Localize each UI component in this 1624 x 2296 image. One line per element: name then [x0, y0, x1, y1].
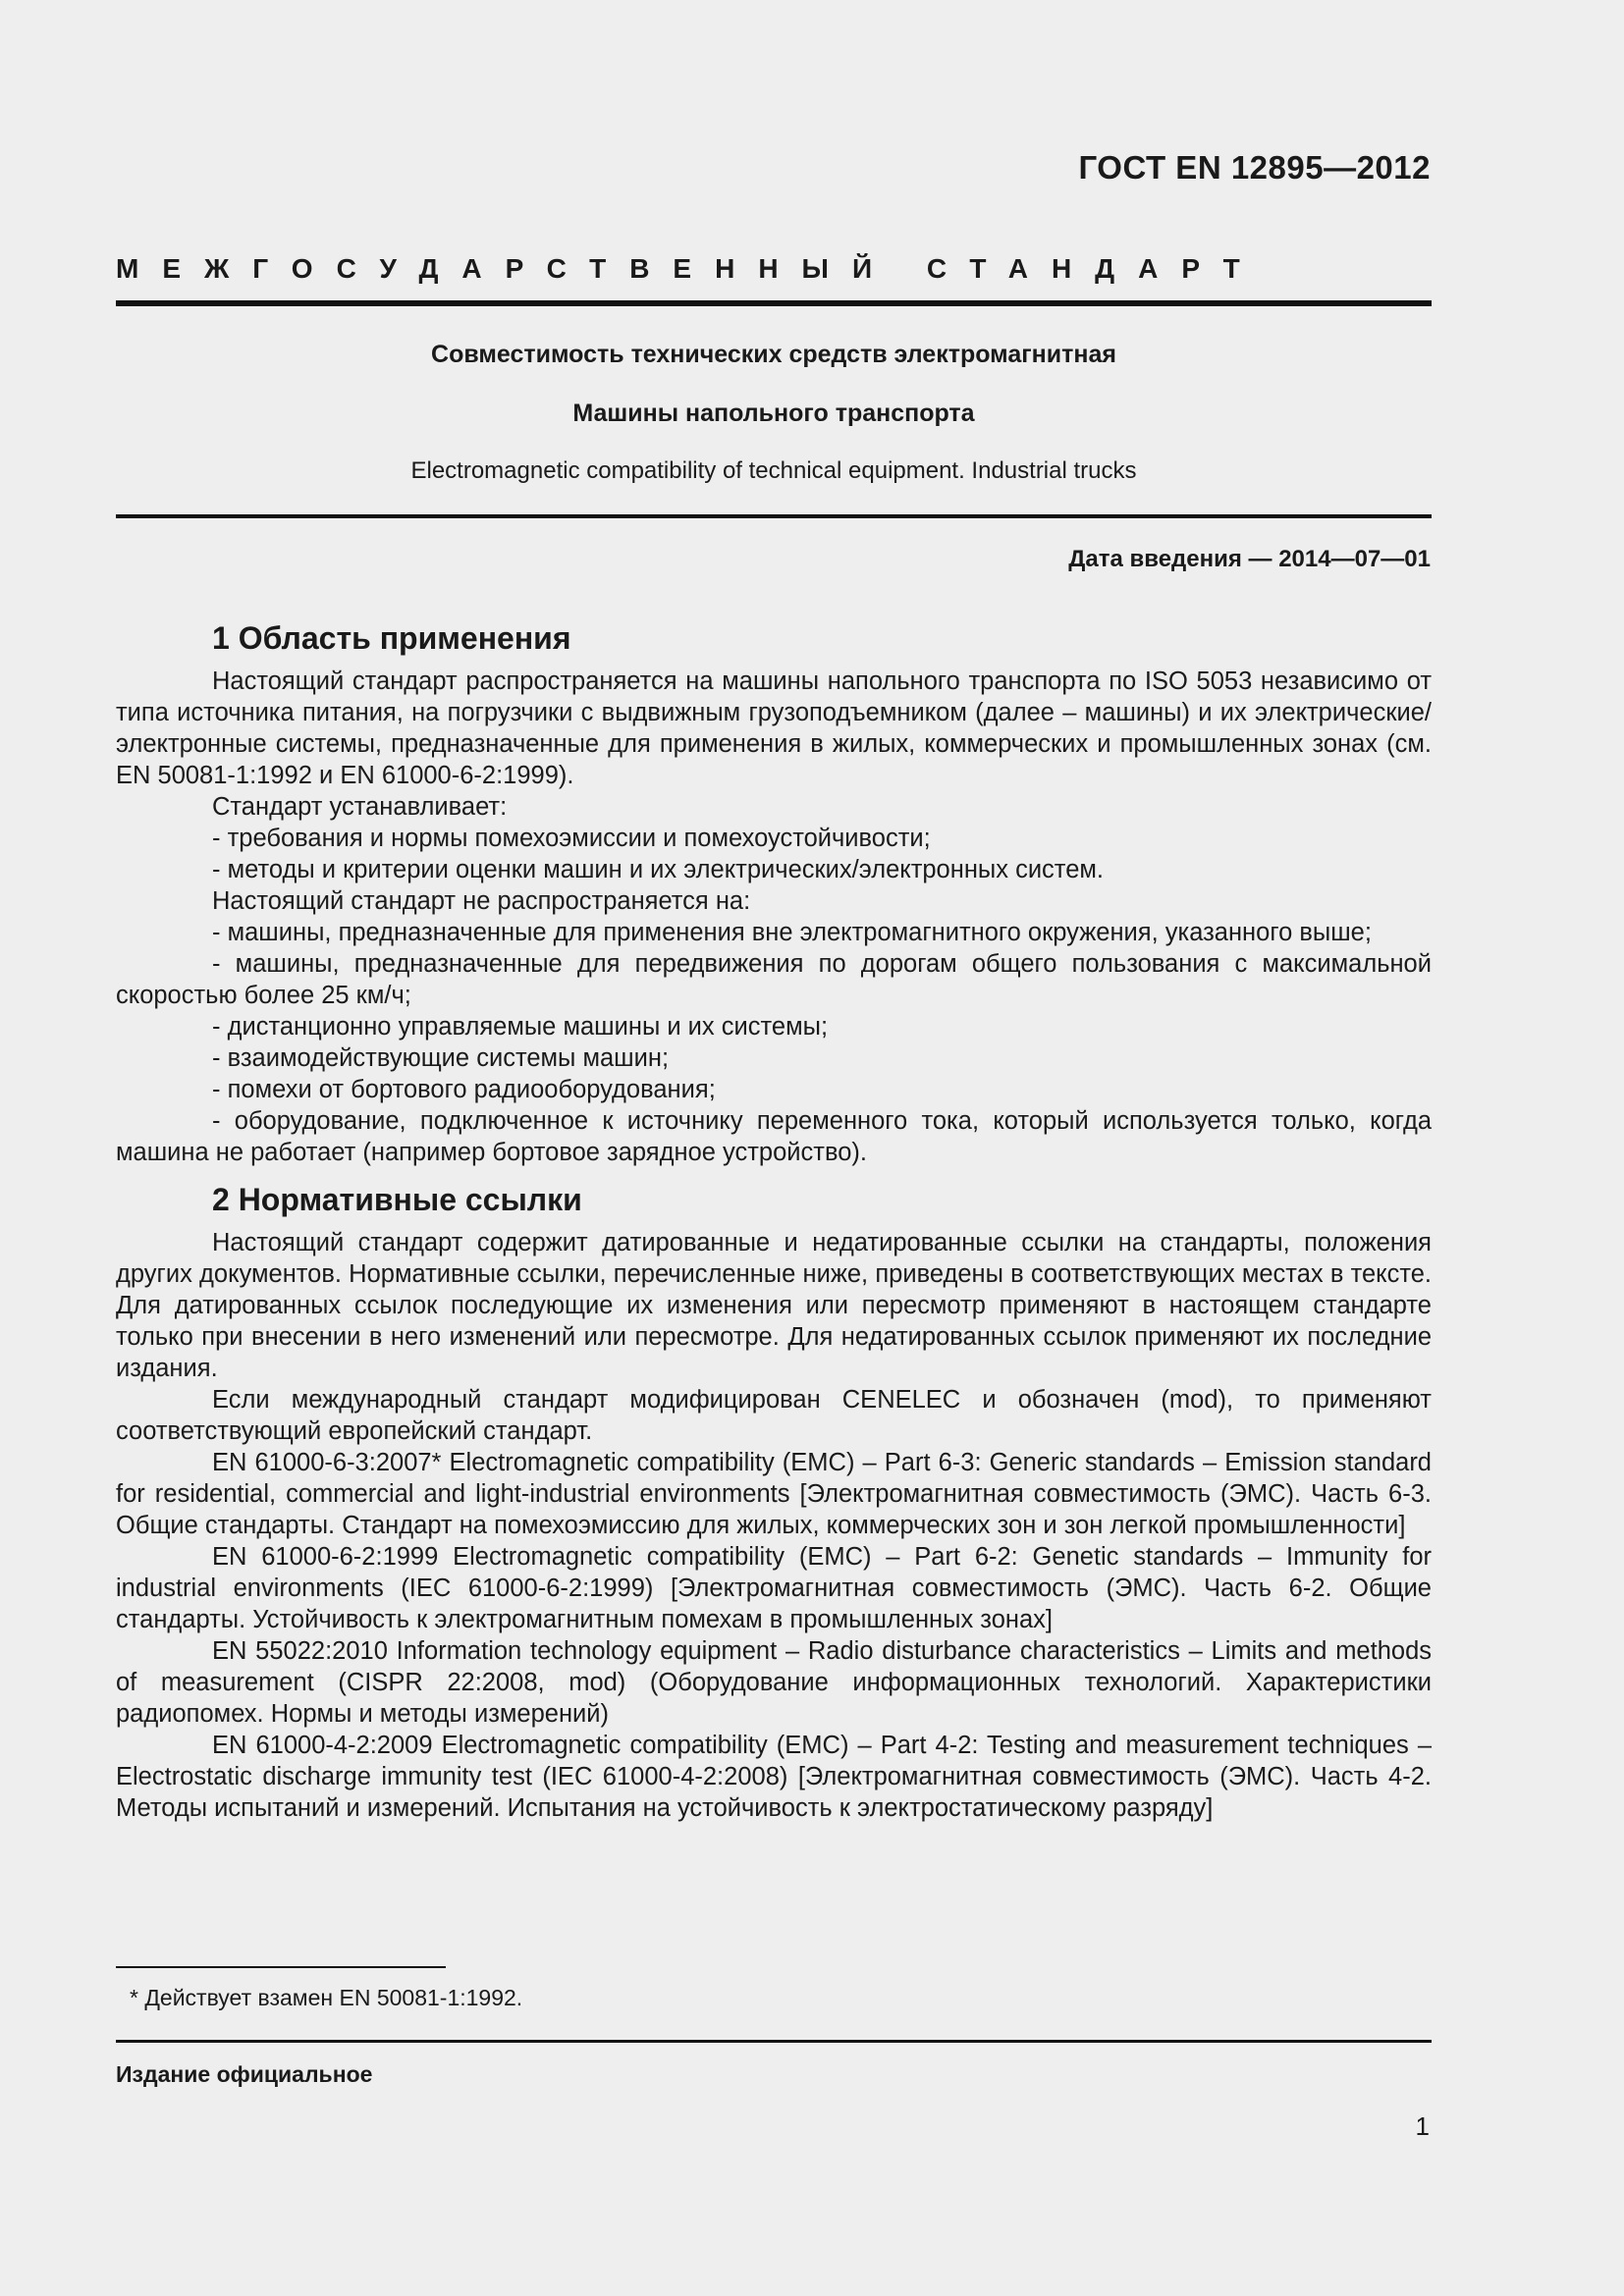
title-rule	[116, 514, 1432, 518]
section1-paragraph: - машины, предназначенные для передвижения по дорогам общего пользования с максимальной скоростью более 25 км/ч;	[116, 950, 1432, 1009]
section2-paragraph: EN 61000-4-2:2009 Electromagnetic compatibility (EMC) – Part 4-2: Testing and measurement techniques – Electrostatic discharge immunity test (IEC 61000-4-2:2008) [Электромагнитная совместимость (ЭМС). Часть 4-2. Методы испытаний и измерений. Испытания на устойчивость к электростатическому разряду]	[116, 1732, 1432, 1822]
section2-paragraph: EN 55022:2010 Information technology equipment – Radio disturbance characteristics – Limits and methods of measurement (CISPR 22:2008, mod) (Оборудование информационных технологий. Характеристики радиопомех. Нормы и методы измерений)	[116, 1637, 1432, 1728]
section1-paragraph: - машины, предназначенные для применения вне электромагнитного окружения, указанного выше;	[212, 919, 1372, 946]
title-block	[116, 338, 1432, 487]
section1-paragraph: - требования и нормы помехоэмиссии и помехоустойчивости;	[212, 825, 931, 852]
header-rule	[116, 300, 1432, 306]
section1-paragraph: - помехи от бортового радиооборудования;	[212, 1076, 716, 1103]
footnote-rule	[116, 1966, 446, 1968]
title-english: Electromagnetic compatibility of technical equipment. Industrial trucks	[410, 457, 1137, 484]
section2-paragraph: Если международный стандарт модифицирован CENELEC и обозначен (mod), то применяют соответствующий европейский стандарт.	[116, 1386, 1432, 1445]
edition-label: Издание официальное	[116, 2061, 373, 2087]
section1-paragraph: - оборудование, подключенное к источнику переменного тока, который используется только, когда машина не работает (например бортовое зарядное устройство).	[116, 1107, 1432, 1166]
document-body	[116, 616, 1432, 1824]
section1-paragraph: Стандарт устанавливает:	[212, 793, 508, 821]
section2-heading: 2 Нормативные ссылки	[212, 1182, 582, 1217]
section1-heading: 1 Область применения	[212, 620, 571, 656]
footnote: * Действует взамен EN 50081-1:1992.	[130, 1985, 523, 2010]
standard-type-heading: МЕЖГОСУДАРСТВЕННЫЙ СТАНДАРТ	[116, 253, 1264, 284]
doc-number: ГОСТ EN 12895—2012	[1078, 149, 1431, 186]
title-line2: Машины напольного транспорта	[572, 400, 975, 427]
section2-paragraph: Настоящий стандарт содержит датированные и недатированные ссылки на стандарты, положения других документов. Нормативные ссылки, перечисленные ниже, приведены в соответствующих местах в тексте. Для датированных ссылок последующие их изменения или пересмотр применяют в настоящем стандарте только при внесении в него изменений или пересмотре. Для недатированных ссылок применяют их последние издания.	[116, 1229, 1432, 1382]
section1-paragraph: Настоящий стандарт не распространяется на:	[212, 887, 751, 915]
footer-rule	[116, 2040, 1432, 2043]
title-line1: Совместимость технических средств электромагнитная	[431, 341, 1116, 368]
section2-paragraph: EN 61000-6-2:1999 Electromagnetic compatibility (EMC) – Part 6-2: Genetic standards – Immunity for industrial environments (IEC 61000-6-2:1999) [Электромагнитная совместимость (ЭМС). Часть 6-2. Общие стандарты. Устойчивость к электромагнитным помехам в промышленных зонах]	[116, 1543, 1432, 1633]
page-number: 1	[1415, 2111, 1430, 2141]
section1-paragraph: - методы и критерии оценки машин и их электрических/электронных систем.	[212, 856, 1105, 883]
section2-paragraph: EN 61000-6-3:2007* Electromagnetic compatibility (EMC) – Part 6-3: Generic standards – Emission standard for residential, commercial and light-industrial environments [Электромагнитная совместимость (ЭМС). Часть 6-3. Общие стандарты. Стандарт на помехоэмиссию для жилых, коммерческих зон и зон легкой промышленности]	[116, 1449, 1432, 1539]
section1-paragraph: - взаимодействующие системы машин;	[212, 1044, 670, 1072]
section1-paragraph: Настоящий стандарт распространяется на машины напольного транспорта по ISO 5053 независимо от типа источника питания, на погрузчики с выдвижным грузоподъемником (далее – машины) и их электрические/электронные системы, предназначенные для применения в жилых, коммерческих и промышленных зонах (см. EN 50081-1:1992 и EN 61000-6-2:1999).	[116, 667, 1432, 789]
intro-date: Дата введения — 2014—07—01	[1068, 546, 1431, 572]
section1-paragraph: - дистанционно управляемые машины и их системы;	[212, 1013, 829, 1041]
